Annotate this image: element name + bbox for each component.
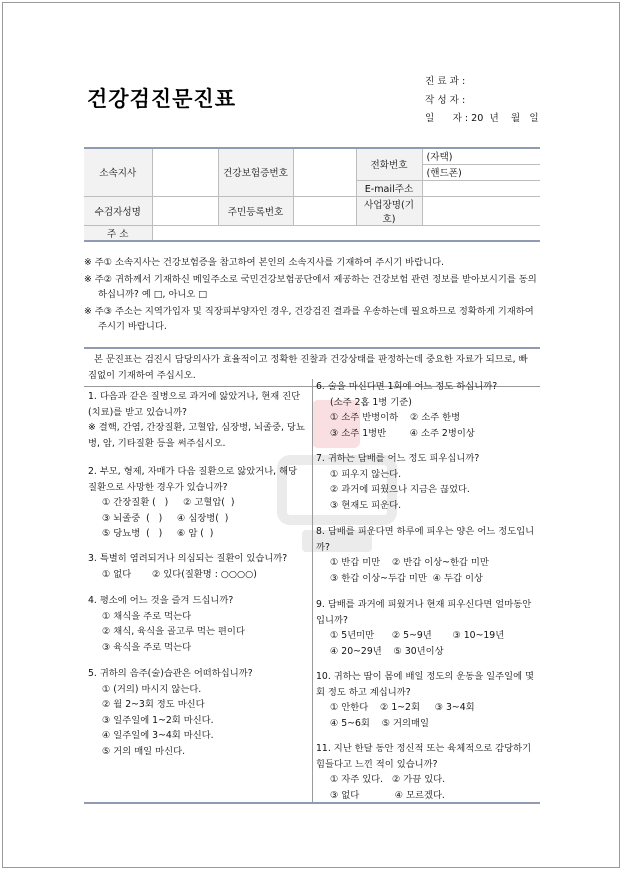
note-3: ※ 주③ 주소는 지역가입자 및 직장피부양자인 경우, 건강검진 결과를 우송하는데 필요하므로 정확하게 기재하여 주시기 바랍니다.	[84, 305, 534, 332]
question-2	[88, 464, 306, 542]
question-7-option[interactable]: ② 과거에 피웠으나 지금은 끊었다.	[330, 484, 470, 495]
question-4-option[interactable]: ③ 육식을 주로 먹는다	[102, 641, 192, 653]
question-8	[316, 524, 538, 586]
question-9-option-row[interactable]: ① 5년미만 ② 5~9년 ③ 10~19년	[330, 630, 505, 641]
question-9	[316, 597, 538, 659]
question-10-text: 10. 귀하는 땀이 몸에 배일 정도의 운동을 일주일에 몇회 정도 하고 계십니까?	[316, 671, 535, 698]
question-11	[316, 741, 538, 803]
question-4-option[interactable]: ② 채식, 육식을 골고루 먹는 편이다	[102, 626, 245, 637]
question-9-text: 9. 담배를 과거에 피웠거나 현재 피우신다면 얼마동안입니까?	[316, 599, 532, 626]
workplace-value[interactable]	[422, 196, 540, 225]
note-2: ※ 주② 귀하께서 기재하신 메일주소로 국민건강보험공단에서 제공하는 건강보험 관련 정보를 받아보시기를 동의 하십니까? 예 □, 아니오 □	[84, 273, 537, 300]
address-label: 주 소	[84, 225, 152, 241]
question-1-text: 1. 다음과 같은 질병으로 과거에 앓았거나, 현재 진단(치료)를 받고 있습니까?	[88, 391, 301, 418]
question-11-option-row[interactable]: ③ 없다 ④ 모르겠다.	[330, 789, 445, 801]
address-value[interactable]	[152, 225, 540, 241]
question-7-option[interactable]: ③ 현재도 피운다.	[330, 499, 402, 511]
question-1	[88, 389, 306, 451]
question-8-text: 8. 담배를 피운다면 하루에 피우는 양은 어느 정도입니까?	[316, 526, 535, 553]
question-5-option[interactable]: ③ 일주일에 1~2회 마신다.	[102, 714, 214, 726]
question-5-option[interactable]: ② 월 2~3회 정도 마신다	[102, 699, 205, 710]
phone-label: 전화번호	[356, 148, 422, 180]
question-2-option-row[interactable]: ① 간장질환 ( ) ② 고혈압( )	[102, 497, 235, 508]
question-2-option-row[interactable]: ⑤ 당뇨병 ( ) ⑥ 암 ( )	[102, 528, 214, 539]
question-5-option[interactable]: ⑤ 거의 매일 마신다.	[102, 745, 186, 757]
question-5	[88, 666, 306, 759]
question-5-text: 5. 귀하의 음주(술)습관은 어떠하십니까?	[88, 668, 253, 679]
question-10-option-row[interactable]: ① 안한다 ② 1~2회 ③ 3~4회	[330, 702, 475, 713]
branch-label: 소속지사	[84, 148, 152, 196]
question-11-text: 11. 지난 한달 동안 정신적 또는 육체적으로 감당하기 힘들다고 느낀 적이 있습니까?	[316, 743, 532, 770]
question-3-text: 3. 특별히 염려되거나 의심되는 질환이 있습니까?	[88, 553, 288, 564]
mobile-phone-field[interactable]: (핸드폰)	[422, 164, 540, 180]
question-11-option-row[interactable]: ① 자주 있다. ② 가끔 있다.	[330, 774, 446, 785]
name-label: 수검자성명	[84, 196, 152, 225]
question-7-text: 7. 귀하는 담배를 어느 정도 피우십니까?	[316, 453, 480, 464]
question-6-option-row[interactable]: ③ 소주 1병반 ④ 소주 2병이상	[330, 427, 475, 439]
personal-info-table	[84, 147, 540, 242]
question-10	[316, 669, 538, 731]
questionnaire	[84, 379, 540, 804]
resident-no-value[interactable]	[293, 196, 356, 225]
question-1-note: ※ 결핵, 간염, 간장질환, 고혈압, 심장병, 뇌졸중, 당뇨병, 암, 기타질환 등을 써주십시오.	[88, 422, 305, 449]
question-4-text: 4. 평소에 어느 것을 즐겨 드십니까?	[88, 595, 234, 606]
insurance-no-value[interactable]	[293, 148, 356, 196]
question-8-option-row[interactable]: ① 반갑 미만 ② 반갑 이상~한갑 미만	[330, 557, 489, 568]
question-9-option-row[interactable]: ④ 20~29년 ⑤ 30년이상	[330, 645, 444, 657]
question-6-option-row[interactable]: ① 소주 반병이하 ② 소주 한병	[330, 412, 461, 423]
home-phone-field[interactable]: (자택)	[422, 148, 540, 164]
question-5-option[interactable]: ① (거의) 마시지 않는다.	[102, 683, 202, 695]
question-6	[316, 379, 538, 441]
branch-value[interactable]	[152, 148, 218, 196]
column-divider	[312, 379, 313, 802]
question-4	[88, 593, 306, 655]
question-6-text: 6. 술을 마신다면 1회에 어느 정도 하십니까?	[316, 381, 498, 392]
date-field: 일 자 : 20 년 월 일	[425, 113, 539, 124]
document-title: 건강검진문진표	[87, 87, 237, 111]
question-6-note: (소주 2홉 1병 기준)	[330, 396, 412, 408]
instruction-box: 본 문진표는 검진시 담당의사가 효율적이고 정확한 진찰과 건강상태를 판정하는데 중요한 자료가 되므로, 빠짐없이 기재하여 주십시오.	[84, 347, 540, 387]
question-3	[88, 551, 306, 582]
email-label: E-mail주소	[356, 180, 422, 196]
email-value[interactable]	[422, 180, 540, 196]
question-7-option[interactable]: ① 피우지 않는다.	[330, 468, 402, 480]
name-value[interactable]	[152, 196, 218, 225]
question-7	[316, 451, 538, 513]
dept-field: 진 료 과 :	[425, 76, 466, 87]
question-4-option[interactable]: ① 채식을 주로 먹는다	[102, 610, 192, 622]
resident-no-label: 주민등록번호	[218, 196, 293, 225]
question-3-option-row[interactable]: ① 없다 ② 있다(질환명 : ○○○○)	[102, 568, 257, 580]
question-10-option-row[interactable]: ④ 5~6회 ⑤ 거의매일	[330, 717, 429, 729]
insurance-no-label: 건강보험증번호	[218, 148, 293, 196]
question-5-option[interactable]: ④ 일주일에 3~4회 마신다.	[102, 730, 214, 741]
question-2-text: 2. 부모, 형제, 자매가 다음 질환으로 앓았거나, 해당 질환으로 사망한 경우가 있습니까?	[88, 466, 298, 493]
note-1: ※ 주① 소속지사는 건강보험증을 참고하여 본인의 소속지사를 기재하여 주시기 바랍니다.	[84, 257, 445, 268]
workplace-label: 사업장명(기호)	[356, 196, 422, 225]
question-2-option-row[interactable]: ③ 뇌졸중 ( ) ④ 심장병( )	[102, 512, 229, 524]
writer-field: 작 성 자 :	[425, 95, 466, 106]
notes-section	[84, 255, 540, 336]
question-8-option-row[interactable]: ③ 한갑 이상~두갑 미만 ④ 두갑 이상	[330, 572, 483, 584]
